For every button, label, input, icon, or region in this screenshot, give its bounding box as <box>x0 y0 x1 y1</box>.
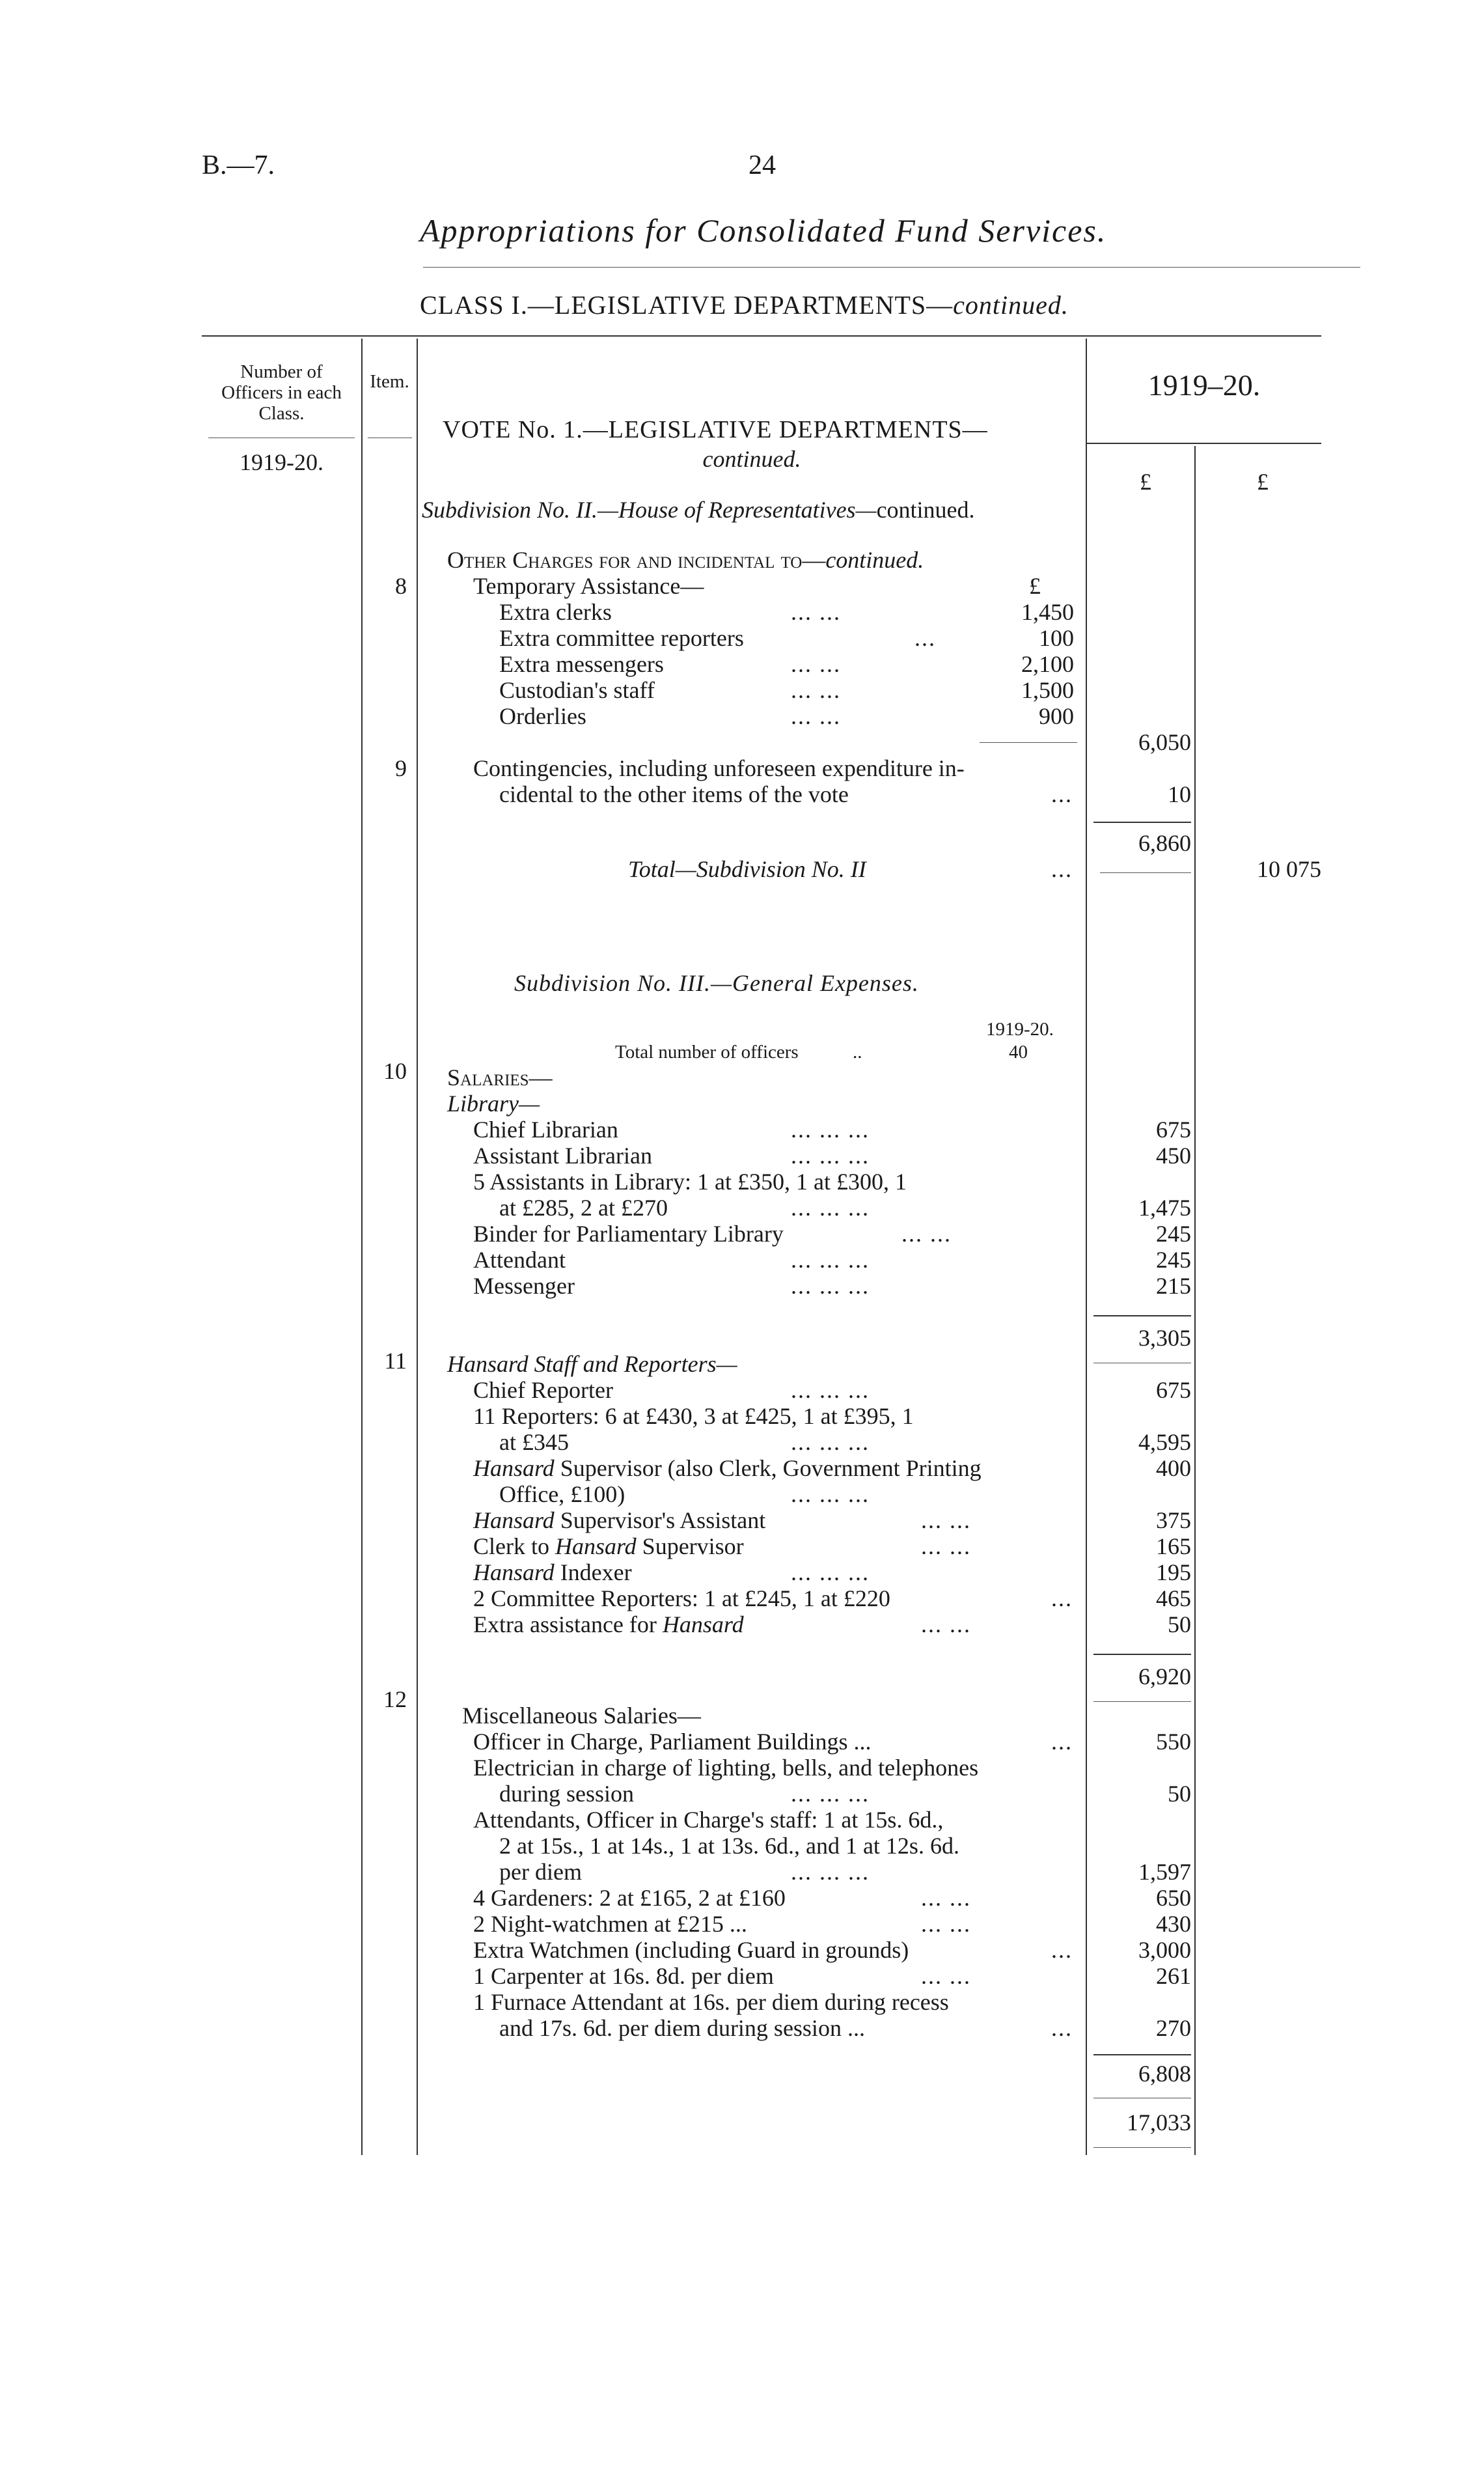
furnace-dots: ... <box>1051 2015 1073 2041</box>
officer-in-charge-label: Officer in Charge, Parliament Buildings ... <box>473 1729 872 1755</box>
misc-line-amount: 261 <box>1156 1963 1191 1989</box>
subdivision-iii-officers-year: 1919-20. <box>986 1019 1054 1040</box>
col-divider-item <box>417 339 418 2155</box>
library-line-amount: 675 <box>1156 1117 1191 1143</box>
temp-line-dots: ... ... <box>791 677 841 703</box>
temp-line-dots: ... ... <box>791 599 841 625</box>
hansard-line-post: Supervisor's Assistant <box>554 1507 766 1533</box>
library-line-dots: ... ... ... <box>791 1273 870 1299</box>
library-line-dots: ... ... ... <box>791 1117 870 1143</box>
temp-line-amount: 1,500 <box>1021 677 1074 703</box>
hansard-line-dots: ... ... ... <box>791 1559 870 1585</box>
chief-reporter-dots: ... ... ... <box>791 1377 870 1403</box>
misc-total-rule <box>1093 2054 1191 2055</box>
grand-total: 17,033 <box>1127 2109 1191 2135</box>
library-line-amount: 215 <box>1156 1273 1191 1299</box>
hansard-line-label <box>473 1585 890 1611</box>
year-header: 1919–20. <box>1147 369 1261 402</box>
temp-line-dots: ... ... <box>791 703 841 729</box>
library-line-label: Assistant Librarian <box>473 1143 652 1169</box>
library-line-label: Attendant <box>473 1247 566 1273</box>
other-charges-main: Other Charges for and incidental to— <box>447 547 826 573</box>
misc-line-dots: ... ... <box>921 1911 971 1937</box>
hansard-supervisor-line2: Office, £100) <box>499 1481 625 1507</box>
item-number-9: 9 <box>395 755 407 781</box>
reporters-dots: ... ... ... <box>791 1429 870 1455</box>
total-officers-label: Total number of officers <box>615 1042 799 1063</box>
furnace-line2: and 17s. 6d. per diem during session ... <box>499 2015 865 2041</box>
hansard-supervisor-line1 <box>473 1455 982 1481</box>
hansard-line-label <box>473 1611 744 1637</box>
hansard-line-dots: ... <box>1051 1585 1073 1611</box>
class-heading-cont: continued. <box>953 290 1069 320</box>
library-line-dots: ... ... <box>901 1221 952 1247</box>
subdivision-ii-heading <box>422 497 975 523</box>
library-line-amount: 245 <box>1156 1247 1191 1273</box>
hansard-supervisor-dots: ... ... ... <box>791 1481 870 1507</box>
misc-line-amount: 650 <box>1156 1885 1191 1911</box>
subdivision-ii-total-label: Total—Subdivision No. II <box>628 856 866 882</box>
chief-reporter-label: Chief Reporter <box>473 1377 613 1403</box>
hansard-total-rule <box>1093 1654 1191 1655</box>
hansard-line-amount: 465 <box>1156 1585 1191 1611</box>
page-title: Appropriations for Consolidated Fund Services. <box>420 212 1107 249</box>
reporters-line2: at £345 <box>499 1429 569 1455</box>
page-reference: B.—7. <box>202 150 275 180</box>
misc-salaries-heading: Miscellaneous Salaries— <box>462 1703 701 1729</box>
hansard-total: 6,920 <box>1138 1663 1191 1690</box>
subdivision-ii-subtotal: 6,860 <box>1138 830 1191 856</box>
item-number-10: 10 <box>383 1058 407 1084</box>
subdivision-iii-heading: Subdivision No. III.—General Expenses. <box>514 970 919 996</box>
temp-line-dots: ... <box>914 625 936 651</box>
subdivision-ii-total-dots: ... <box>1051 856 1073 882</box>
officers-header-line2: Officers in each <box>221 382 342 403</box>
hansard-line-dots: ... ... <box>921 1611 971 1637</box>
temp-line-label: Extra committee reporters <box>499 625 744 651</box>
vote-title: VOTE No. 1.—LEGISLATIVE DEPARTMENTS— <box>443 416 988 443</box>
col-divider-officers <box>361 339 363 2155</box>
temp-line-dots: ... ... <box>791 651 841 677</box>
officer-in-charge-dots: ... <box>1051 1729 1073 1755</box>
salaries-heading: Salaries— <box>447 1064 553 1091</box>
electrician-dots: ... ... ... <box>791 1781 870 1807</box>
library-line-dots: ... ... ... <box>791 1247 870 1273</box>
grand-total-underline <box>1093 2147 1191 2148</box>
contingencies-line2: cidental to the other items of the vote <box>499 781 849 807</box>
attendants-line3: per diem <box>499 1859 582 1885</box>
table-top-rule <box>202 335 1321 337</box>
total-officers-dots: .. <box>853 1042 862 1063</box>
library-assistants-dots: ... ... ... <box>791 1195 870 1221</box>
misc-line-dots: ... ... <box>921 1963 971 1989</box>
library-line-label: Messenger <box>473 1273 575 1299</box>
hansard-total-underline <box>1093 1701 1191 1702</box>
temp-line-label: Custodian's staff <box>499 677 655 703</box>
hansard-line-label <box>473 1507 765 1533</box>
item-number-11: 11 <box>384 1348 407 1374</box>
misc-line-label: Extra Watchmen (including Guard in grounds) <box>473 1937 909 1963</box>
class-heading-main: CLASS I.—LEGISLATIVE DEPARTMENTS— <box>420 290 954 320</box>
misc-line-dots: ... <box>1051 1937 1073 1963</box>
hansard-line-dots: ... ... <box>921 1533 971 1559</box>
hansard-line-pre: 2 Committee Reporters: 1 at £245, 1 at £220 <box>473 1585 890 1611</box>
library-line-label: Chief Librarian <box>473 1117 618 1143</box>
hansard-line-amount: 50 <box>1168 1611 1191 1637</box>
currency-right: £ <box>1257 469 1269 495</box>
misc-line-label: 4 Gardeners: 2 at £165, 2 at £160 <box>473 1885 786 1911</box>
officers-header-line3: Class. <box>258 403 305 424</box>
library-assistants-line2: at £285, 2 at £270 <box>499 1195 668 1221</box>
hansard-line-dots: ... ... <box>921 1507 971 1533</box>
subdivision-ii-main: Subdivision No. II.—House of Representatives— <box>422 497 877 523</box>
furnace-amount: 270 <box>1156 2015 1191 2041</box>
library-assistants-line1: 5 Assistants in Library: 1 at £350, 1 at £300, 1 <box>473 1169 907 1195</box>
hansard-line-italic: Hansard <box>662 1611 744 1637</box>
hansard-line-pre: Extra assistance for <box>473 1611 663 1637</box>
temp-line-label: Extra clerks <box>499 599 612 625</box>
hansard-line-label <box>473 1533 744 1559</box>
other-charges-cont: continued. <box>825 547 924 573</box>
class-heading <box>420 290 1069 320</box>
other-charges-heading <box>447 547 924 573</box>
temp-line-amount: 2,100 <box>1021 651 1074 677</box>
item-number-12: 12 <box>383 1686 407 1712</box>
temp-line-amount: 1,450 <box>1021 599 1074 625</box>
furnace-line1: 1 Furnace Attendant at 16s. per diem during recess <box>473 1989 949 2015</box>
subdivision-ii-subtotal-rule <box>1093 822 1191 823</box>
hansard-word: Hansard <box>473 1455 555 1481</box>
total-officers-count: 40 <box>1009 1042 1028 1063</box>
hansard-heading: Hansard Staff and Reporters— <box>447 1351 737 1377</box>
officers-year: 1919-20. <box>240 449 323 475</box>
hansard-line-amount: 165 <box>1156 1533 1191 1559</box>
temp-assistance-label: Temporary Assistance— <box>473 573 704 599</box>
hansard-line-italic: Hansard <box>473 1507 555 1533</box>
attendants-line1: Attendants, Officer in Charge's staff: 1 at 15s. 6d., <box>473 1807 944 1833</box>
temp-line-amount: 900 <box>1039 703 1074 729</box>
officers-header <box>202 361 361 424</box>
electrician-line2: during session <box>499 1781 634 1807</box>
attendants-line2: 2 at 15s., 1 at 14s., 1 at 13s. 6d., and 1 at 12s. 6d. <box>499 1833 959 1859</box>
subdivision-ii-total-rule <box>1100 872 1191 873</box>
hansard-line-pre: Clerk to <box>473 1533 555 1559</box>
page-number: 24 <box>749 150 776 180</box>
title-rule <box>423 267 1360 268</box>
attendants-amount: 1,597 <box>1138 1859 1191 1885</box>
temp-pound-sign: £ <box>1029 573 1041 599</box>
temp-total-amount: 6,050 <box>1138 729 1191 755</box>
electrician-line1: Electrician in charge of lighting, bells, and telephones <box>473 1755 979 1781</box>
hansard-line-label <box>473 1559 632 1585</box>
hansard-line-amount: 375 <box>1156 1507 1191 1533</box>
library-line-dots: ... ... ... <box>791 1143 870 1169</box>
misc-line-amount: 430 <box>1156 1911 1191 1937</box>
misc-line-label: 1 Carpenter at 16s. 8d. per diem <box>473 1963 774 1989</box>
temp-line-label: Orderlies <box>499 703 586 729</box>
library-heading: Library— <box>447 1091 540 1117</box>
hansard-line-post: Indexer <box>554 1559 632 1585</box>
library-line-amount: 245 <box>1156 1221 1191 1247</box>
temp-line-amount: 100 <box>1039 625 1074 651</box>
library-total: 3,305 <box>1138 1325 1191 1351</box>
misc-line-amount: 3,000 <box>1138 1937 1191 1963</box>
hansard-line-italic: Hansard <box>555 1533 637 1559</box>
officers-header-line1: Number of <box>240 361 323 382</box>
officer-in-charge-amount: 550 <box>1156 1729 1191 1755</box>
vote-cont: continued. <box>702 446 801 472</box>
subdivision-ii-cont: continued. <box>876 497 975 523</box>
misc-line-label: 2 Night-watchmen at £215 ... <box>473 1911 747 1937</box>
currency-left: £ <box>1140 469 1151 495</box>
library-line-label: Binder for Parliamentary Library <box>473 1221 784 1247</box>
year-header-rule <box>1087 443 1321 444</box>
contingencies-amount: 10 <box>1168 781 1191 807</box>
hansard-line-amount: 195 <box>1156 1559 1191 1585</box>
electrician-amount: 50 <box>1168 1781 1191 1807</box>
item-number-8: 8 <box>395 573 407 599</box>
subdivision-ii-total-amount: 10 075 <box>1257 856 1321 882</box>
contingencies-line1: Contingencies, including unforeseen expenditure in- <box>473 755 965 781</box>
chief-reporter-amount: 675 <box>1156 1377 1191 1403</box>
misc-line-dots: ... ... <box>921 1885 971 1911</box>
temp-line-label: Extra messengers <box>499 651 664 677</box>
col-divider-total <box>1194 446 1196 2155</box>
misc-total: 6,808 <box>1138 2061 1191 2087</box>
temp-subtotal-rule <box>980 742 1077 743</box>
library-total-rule <box>1093 1315 1191 1316</box>
col-divider-amount <box>1086 339 1087 2155</box>
library-line-amount: 450 <box>1156 1143 1191 1169</box>
hansard-supervisor-text: Supervisor (also Clerk, Government Printing <box>554 1455 982 1481</box>
hansard-supervisor-amount: 400 <box>1156 1455 1191 1481</box>
hansard-line-italic: Hansard <box>473 1559 555 1585</box>
reporters-line1: 11 Reporters: 6 at £430, 3 at £425, 1 at £395, 1 <box>473 1403 914 1429</box>
attendants-dots: ... ... ... <box>791 1859 870 1885</box>
reporters-amount: 4,595 <box>1138 1429 1191 1455</box>
library-assistants-amount: 1,475 <box>1138 1195 1191 1221</box>
hansard-line-post: Supervisor <box>636 1533 744 1559</box>
contingencies-dots: ... <box>1051 781 1073 807</box>
item-header: Item. <box>370 371 409 392</box>
